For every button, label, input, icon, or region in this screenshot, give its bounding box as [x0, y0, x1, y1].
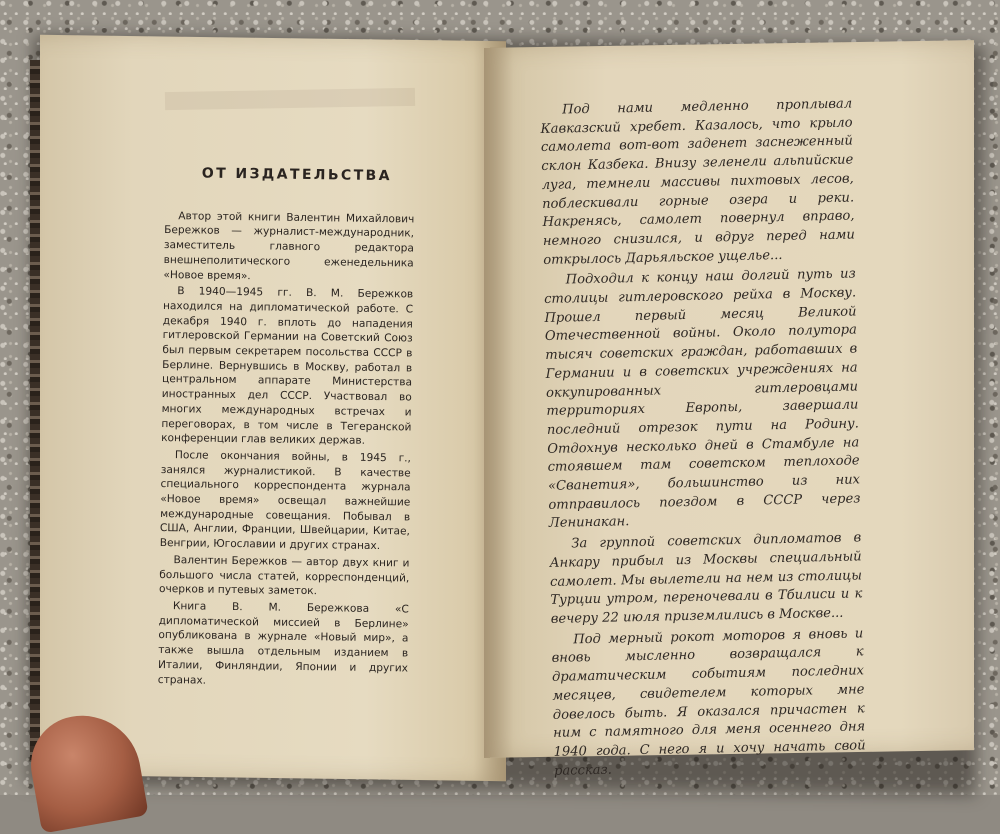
paragraph: После окончания войны, в 1945 г., занялся журналистикой. В качестве специального корреспондента журнала «Новое время» освещал важнейшие международные совещания. Побывал в США, Англии, Франции, Швейцарии, Китае, Венгрии, Югославии и других странах.: [159, 449, 412, 553]
paragraph: Автор этой книги Валентин Михайлович Бережков — журналист-международник, заместитель главного редактора внешнеполитического еженедельника «Новое время».: [163, 209, 415, 282]
paragraph: За группой советских дипломатов в Анкару прибыл из Москвы специальный самолет. Мы вылетели на нем из столицы Турции утром, переночевали в Тбилиси и к вечеру 22 июля приземлились в Москве...: [549, 530, 863, 627]
paragraph: Валентин Бережков — автор двух книг и большого числа статей, корреспонденций, очерков и путевых заметок.: [159, 554, 410, 598]
page-heading: ОТ ИЗДАТЕЛЬСТВА: [201, 165, 393, 185]
left-page-text: [158, 166, 415, 693]
right-page-text: [540, 95, 866, 783]
paragraph: Под мерный рокот моторов я вновь и вновь мысленно возвращался к драматическим событиям последних месяцев, свидетелем которых мне довелось быть. Я оказался причастен к ним с памятного для меня осеннего дня 1940 года. С него я и хочу начать свой рассказ.: [551, 626, 866, 779]
paragraph: Книга В. М. Бережкова «С дипломатической миссией в Берлине» опубликована в журнале «Новый мир», а также вышла отдельным изданием в Италии, Финляндии, Японии и других странах.: [157, 600, 409, 687]
paragraph: Под нами медленно проплывал Кавказский хребет. Казалось, что крыло самолета вот-вот заденет заснеженный склон Казбека. Внизу зеленели альпийские луга, темнели массивы пихтовых лесов, поблескивали горные озера и реки. Накренясь, самолет повернул вправо, немного снизился, и вдруг перед нами открылось Дарьяльское ущелье...: [540, 96, 856, 268]
paragraph: Подходил к концу наш долгий путь из столицы гитлеровского рейха в Москву. Прошел первый месяц Великой Отечественной войны. Около полутора тысяч советских граждан, работавших в Германии и в советских учреждениях на оккупированных гитлеровцами территориях Европы, завершали последний отрезок пути на Родину. Отдохнув несколько дней в Стамбуле на стоявшем там советском теплоходе «Сванетия», большинство из них отправилось поездом в СССР через Ленинакан.: [543, 266, 861, 532]
paragraph: В 1940—1945 гг. В. М. Бережков находился на дипломатической работе. С декабря 1940 г. вплоть до нападения гитлеровской Германии на Советский Союз был первым секретарем посольства СССР в Берлине. Вернувшись в Москву, работал в центральном аппарате Министерства иностранных дел СССР. Участвовал во многих международных встречах и переговорах, в том числе в Тегеранской конференции глав великих держав.: [161, 285, 414, 448]
